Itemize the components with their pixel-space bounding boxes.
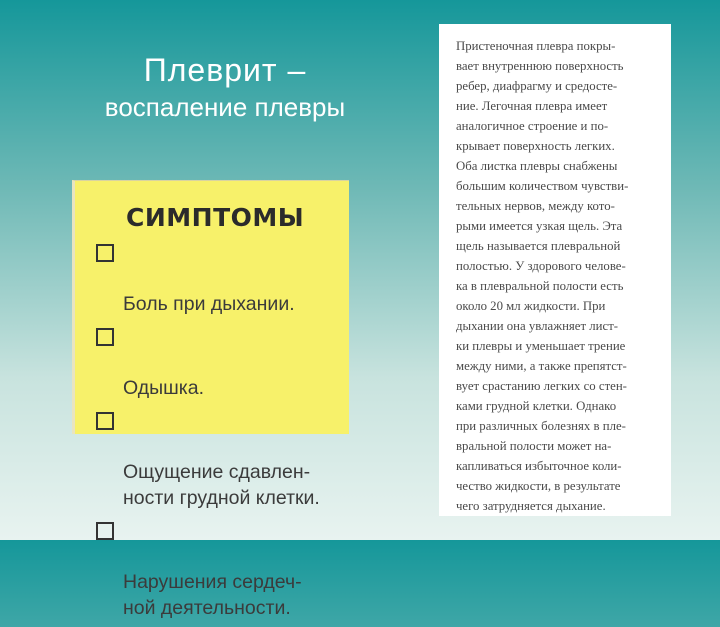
checkbox-icon — [96, 522, 114, 540]
symptom-item — [95, 323, 345, 401]
symptom-item — [95, 517, 345, 621]
checkbox-icon — [96, 328, 114, 346]
symptom-text: Боль при дыхании. — [123, 293, 295, 315]
description-text: Пристеночная плевра покры- вает внутреннюю поверхность ребер, диафрагму и средосте- ние. Легочная плевра имеет аналогичное строение и по- крывает поверхность легких. Оба листка плевры снабжены большим количеством чувстви- тельных нервов, между кото- рыми имеется узкая щель. Эта щель называется плевральной полостью. У здорового челове- ка в плевральной полости есть около 20 мл жидкости. При дыхании она увлажняет лист- ки плевры и уменьшает трение между ними, а также препятст- вует срастанию легких со стен- ками грудной клетки. Однако при различных болезнях в пле- вральной полости может на- капливаться избыточное коли- чество жидкости, в результате чего затрудняется дыхание. — [456, 39, 629, 513]
symptom-item — [95, 407, 345, 511]
symptom-item — [95, 239, 345, 317]
title-line-2: воспаление плевры — [104, 92, 346, 122]
slide-title — [40, 50, 410, 124]
symptoms-card — [72, 180, 349, 619]
symptom-text: Ощущение сдавлен- ности грудной клетки. — [123, 461, 320, 509]
symptoms-heading: СИМПТОМЫ — [126, 203, 305, 232]
symptom-text: Одышка. — [123, 377, 204, 399]
description-panel — [439, 24, 671, 516]
checkbox-icon — [96, 412, 114, 430]
checkbox-icon — [96, 244, 114, 262]
symptoms-list — [95, 239, 345, 627]
title-line-1: Плеврит – — [143, 52, 307, 88]
symptom-text: Нарушения сердеч- ной деятельности. — [123, 571, 302, 619]
